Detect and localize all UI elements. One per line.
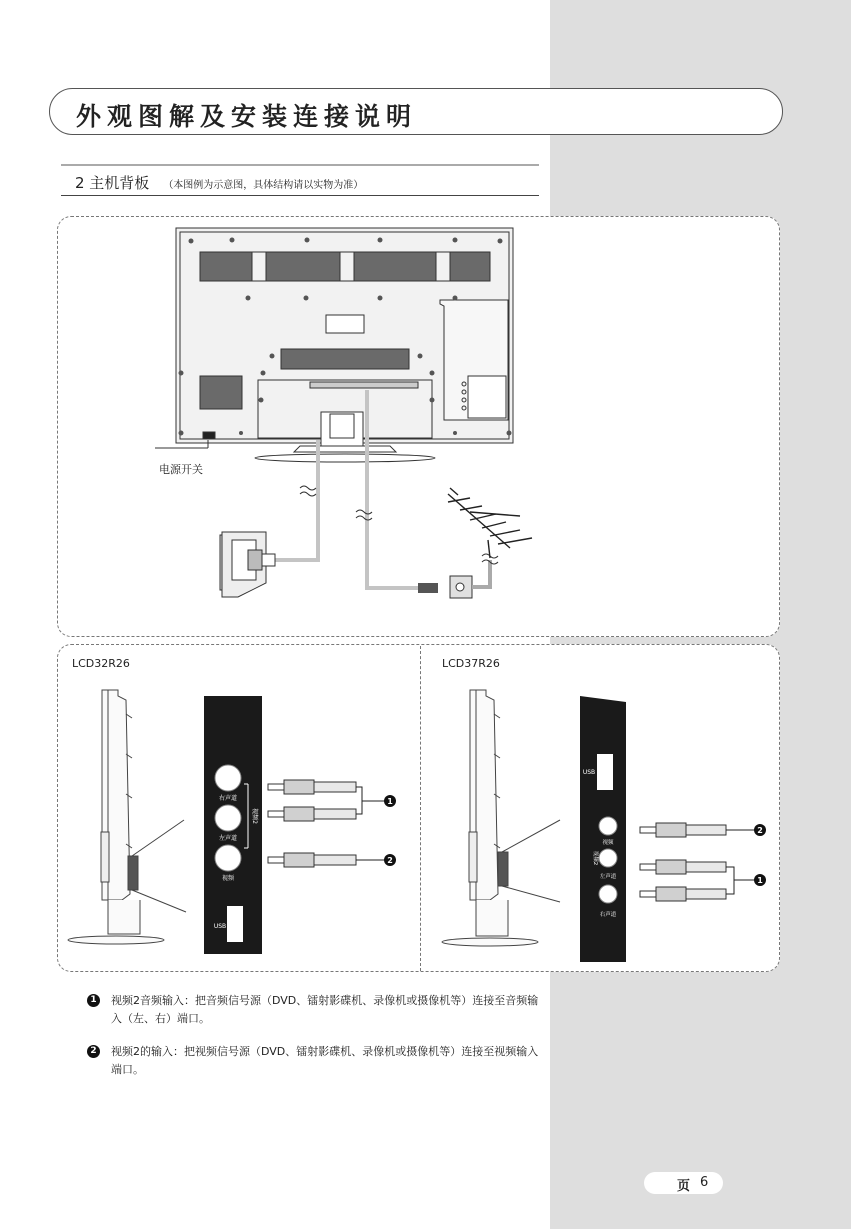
stand-base xyxy=(255,454,435,462)
section-title: 2 主机背板 xyxy=(75,174,150,192)
rca-cable-video xyxy=(268,853,356,867)
jack-video-label-right: 视频 xyxy=(602,840,614,846)
note-1-text: 视频2音频输入：把音频信号源（DVD、镭射影碟机、录像机或摄像机等）连接至音频输入（左、右）端口。 xyxy=(111,994,539,1025)
page-number: 6 xyxy=(700,1175,709,1190)
wall-socket xyxy=(220,532,275,597)
rca-cable-left-audio-right xyxy=(640,860,726,874)
svg-text:2: 2 xyxy=(757,826,763,835)
stand-neck xyxy=(321,412,363,446)
note-audio-input xyxy=(87,992,547,1032)
usb-port-right xyxy=(597,754,613,790)
page-title: 外观图解及安装连接说明 xyxy=(76,102,418,131)
rca-cable-video-right xyxy=(640,823,726,837)
model-lcd32r26: LCD32R26 xyxy=(72,657,130,670)
page-label: 页 xyxy=(677,1179,691,1194)
jack-right-audio xyxy=(215,765,241,791)
note-video-input xyxy=(87,1043,547,1083)
usb-label-right: USB xyxy=(582,769,596,776)
jack-video-label-left: 视频 xyxy=(221,875,235,882)
section-note: （本图例为示意图，具体结构请以实物为准） xyxy=(163,180,364,191)
jack-left-audio-right xyxy=(599,849,617,867)
power-switch xyxy=(203,432,215,439)
svg-text:1: 1 xyxy=(757,876,763,885)
group-label-right: 视频2 xyxy=(592,850,598,866)
jack-left-label-left: 左声道 xyxy=(218,835,238,842)
side-io-box xyxy=(468,376,506,418)
jack-right-audio-right xyxy=(599,885,617,903)
jack-right-label-left: 右声道 xyxy=(218,795,238,802)
power-switch-label: 电源开关 xyxy=(159,463,203,476)
jack-left-audio xyxy=(215,805,241,831)
page-number-badge xyxy=(644,1172,723,1194)
rca-cable-right-audio xyxy=(268,780,356,794)
usb-port-left xyxy=(227,906,243,942)
svg-text:2: 2 xyxy=(387,856,393,865)
middle-vent xyxy=(281,349,409,369)
model-lcd37r26: LCD37R26 xyxy=(442,657,500,670)
rca-cable-left-audio xyxy=(268,807,356,821)
side-ports-right xyxy=(469,832,477,882)
note-2-number: 2 xyxy=(87,1045,100,1058)
left-vent xyxy=(200,376,242,409)
rca-cable-right-audio-right xyxy=(640,887,726,901)
jack-left-label-right: 左声道 xyxy=(599,874,617,880)
antenna-icon xyxy=(448,488,532,558)
side-ports-left xyxy=(101,832,109,882)
jack-video xyxy=(215,845,241,871)
jack-video-right xyxy=(599,817,617,835)
svg-text:1: 1 xyxy=(387,797,393,806)
note-1-number: 1 xyxy=(87,994,100,1007)
note-2-text: 视频2的输入：把视频信号源（DVD、镭射影碟机、录像机或摄像机等）连接至视频输入端口。 xyxy=(111,1045,539,1076)
side-io-illustrations xyxy=(0,644,851,974)
jack-right-label-right: 右声道 xyxy=(599,912,617,918)
tv-side-profile-right xyxy=(442,690,560,946)
label-plate xyxy=(326,315,364,333)
tv-side-profile-left xyxy=(68,690,186,944)
group-label-left: 视频2 xyxy=(251,808,258,824)
usb-label-left: USB xyxy=(213,923,227,930)
